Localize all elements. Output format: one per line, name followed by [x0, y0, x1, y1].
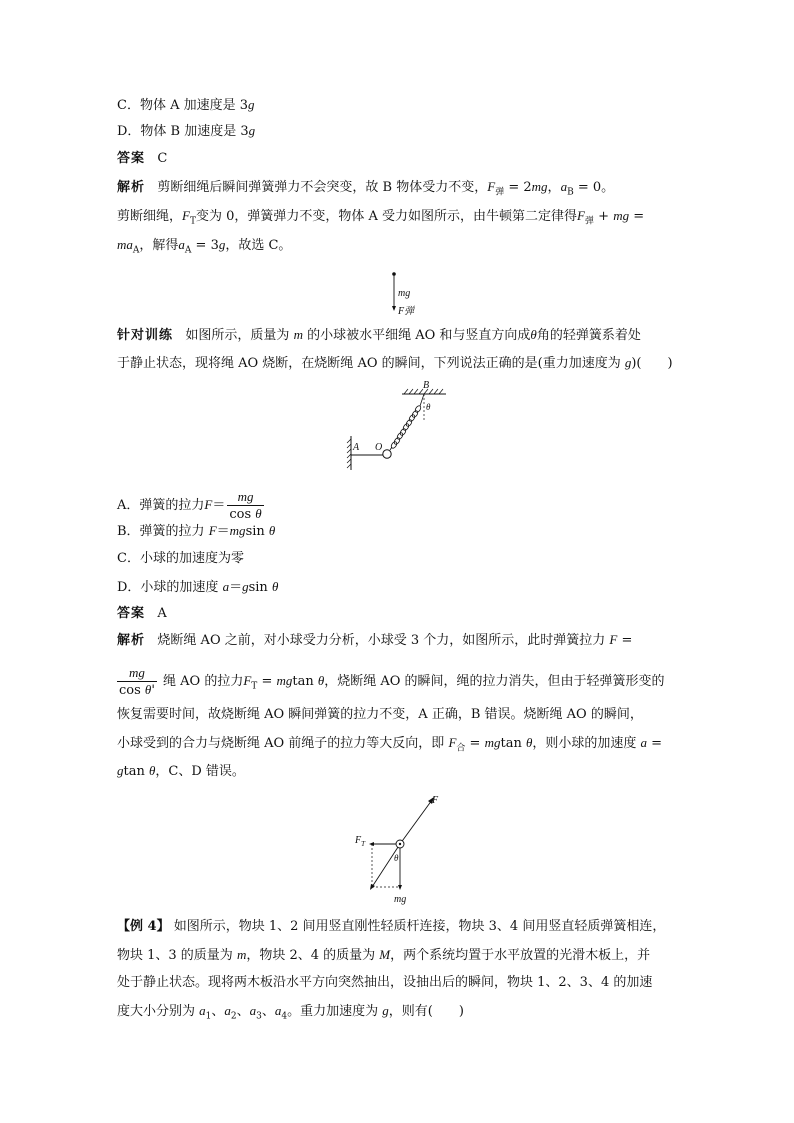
analysis-2-line-5: gtan θ，C、D 错误。 [117, 763, 245, 779]
example-4-line-4: 度大小分别为 $a_1$、$a_2$、$a_3$、$a_4$。重力加速度为 g，则有( ) [117, 1003, 464, 1022]
analysis-1-line-2: 剪断细绳，$F_T$变为 0，弹簧弹力不变，物体 A 受力如图所示，由牛顿第二定律得$F_弹$ + mg = [117, 208, 645, 227]
option-c: C．小球的加速度为零 [117, 551, 244, 566]
label-theta: θ [426, 402, 431, 412]
analysis-2-line-1: 解析 烧断绳 AO 之前，对小球受力分析，小球受 3 个力，如图所示，此时弹簧拉力 F = [117, 632, 633, 648]
example-4-line-2: 物块 1、3 的质量为 m，物块 2、4 的质量为 M，两个系统均置于水平放置的光滑木板上，并 [117, 947, 651, 963]
force-diagram-1 [385, 270, 435, 322]
label-ft: $F_T$ [355, 835, 366, 848]
label-a: A [353, 442, 360, 453]
example-4-line-3: 处于静止状态。现将两木板沿水平方向突然抽出，设抽出后的瞬间，物块 1、2、3、4 的加速 [117, 975, 653, 990]
option-d: D．小球的加速度 a＝gsin θ [117, 579, 279, 595]
spring [390, 394, 424, 450]
option-a: A．弹簧的拉力F＝ $\frac{mg}{\text{cos θ}}$ [117, 489, 262, 522]
mg-arrow-head [392, 306, 396, 311]
force-diagram-2 [350, 790, 450, 906]
spring-ball-diagram [340, 378, 450, 474]
option-b: B．弹簧的拉力 F＝mgsin θ [117, 523, 276, 539]
label-mg: mg [394, 894, 407, 905]
resultant-arrow-head [370, 884, 375, 890]
analysis-2-line-2: $\frac{mg}{\text{cos θ'}}$ 绳 AO 的拉力$F_T = mgtan$ θ，烧断绳 AO 的瞬间，绳的拉力消失，但由于轻弹簧形变的 [119, 665, 665, 698]
label-b: B [423, 380, 430, 391]
mg-label: mg [398, 288, 411, 299]
prev-option-c: C．物体 A 加速度是 3g [117, 97, 255, 113]
ball-center [399, 843, 401, 845]
analysis-1-line-1: 解析 剪断细绳后瞬间弹簧弹力不会突变，故 B 物体受力不变，$F_弹 = 2mg$，$a_B = 0$。 [117, 179, 615, 198]
ball [383, 450, 391, 458]
analysis-2-line-3: 恢复需要时间，故烧断绳 AO 瞬间弹簧的拉力不变，A 正确，B 错误。烧断绳 AO 的瞬间， [117, 707, 643, 722]
f-arrow-line [400, 800, 432, 844]
training-line-2: 于静止状态，现将绳 AO 烧断，在烧断绳 AO 的瞬间，下列说法正确的是(重力加速度为 g)( ) [117, 355, 673, 371]
analysis-2-line-4: 小球受到的合力与烧断绳 AO 前绳子的拉力等大反向，即 $F_合 = mgtan$ θ，则小球的加速度 a = [117, 735, 663, 754]
mg-arrow-head-2 [398, 885, 402, 890]
label-theta-2: θ [394, 853, 399, 863]
prev-option-d: D．物体 B 加速度是 3g [117, 123, 256, 139]
label-o: O [375, 442, 383, 453]
training-line-1: 针对训练 如图所示，质量为 m 的小球被水平细绳 AO 和与竖直方向成θ角的轻弹簧系着处 [117, 327, 641, 343]
answer-1: 答案 C [117, 151, 168, 166]
ft-arrow-head [369, 842, 374, 846]
answer-2: 答案 A [117, 606, 167, 621]
label-f: F [432, 795, 439, 806]
example-4-line-1: 【例 4】 如图所示，物块 1、2 间用竖直刚性轻质杆连接，物块 3、4 间用竖直轻质弹簧相连， [117, 919, 666, 934]
spring-force-label: F弹 [398, 306, 415, 317]
wall-hatch [347, 439, 351, 468]
analysis-1-line-3: $ma_A$，解得$a_A = 3g$，故选 C。 [117, 237, 292, 256]
resultant-diagonal [372, 844, 400, 887]
